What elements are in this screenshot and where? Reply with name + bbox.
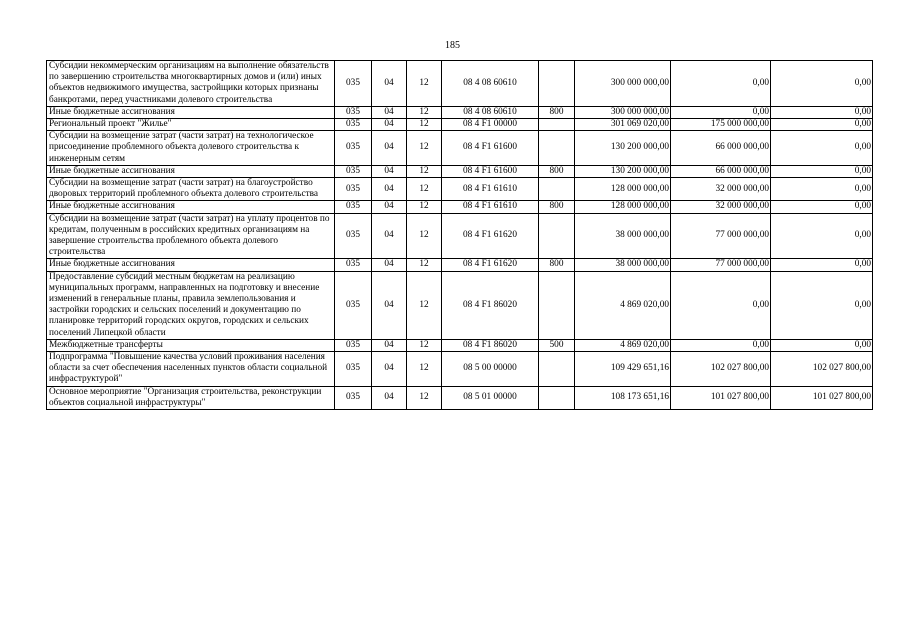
row-target-article: 08 4 F1 61620 [442, 259, 539, 271]
row-admin-code: 035 [335, 352, 372, 387]
budget-table [46, 60, 873, 410]
table-row [47, 352, 873, 387]
row-amount-year3: 0,00 [771, 259, 873, 271]
table-row [47, 106, 873, 118]
row-section: 04 [372, 339, 407, 351]
row-subsection: 12 [407, 259, 442, 271]
row-amount-year2: 101 027 800,00 [671, 386, 771, 409]
row-expense-type [539, 271, 575, 339]
row-section: 04 [372, 386, 407, 409]
row-amount-year1: 4 869 020,00 [575, 271, 671, 339]
row-name: Субсидии на возмещение затрат (части затрат) на уплату процентов по кредитам, полученным в российских кредитных организациям на завершение строительства проблемного объекта долевого строительства [47, 213, 335, 259]
table-row [47, 119, 873, 131]
row-subsection: 12 [407, 119, 442, 131]
row-admin-code: 035 [335, 213, 372, 259]
row-amount-year1: 38 000 000,00 [575, 213, 671, 259]
row-amount-year3: 0,00 [771, 61, 873, 107]
row-target-article: 08 4 F1 61610 [442, 201, 539, 213]
row-subsection: 12 [407, 213, 442, 259]
row-amount-year2: 32 000 000,00 [671, 201, 771, 213]
row-expense-type [539, 386, 575, 409]
row-expense-type: 800 [539, 165, 575, 177]
row-amount-year2: 77 000 000,00 [671, 259, 771, 271]
row-section: 04 [372, 106, 407, 118]
row-target-article: 08 4 08 60610 [442, 106, 539, 118]
row-section: 04 [372, 352, 407, 387]
row-admin-code: 035 [335, 259, 372, 271]
row-expense-type [539, 61, 575, 107]
row-name: Иные бюджетные ассигнования [47, 165, 335, 177]
page-number: 185 [445, 40, 460, 51]
table-row [47, 131, 873, 166]
row-amount-year2: 0,00 [671, 271, 771, 339]
table-body [47, 61, 873, 410]
row-admin-code: 035 [335, 165, 372, 177]
table-row [47, 165, 873, 177]
row-amount-year2: 0,00 [671, 339, 771, 351]
row-target-article: 08 4 F1 61620 [442, 213, 539, 259]
row-name: Иные бюджетные ассигнования [47, 106, 335, 118]
row-expense-type [539, 178, 575, 201]
row-expense-type [539, 213, 575, 259]
row-expense-type: 500 [539, 339, 575, 351]
row-amount-year2: 66 000 000,00 [671, 165, 771, 177]
row-subsection: 12 [407, 201, 442, 213]
row-amount-year1: 300 000 000,00 [575, 61, 671, 107]
row-subsection: 12 [407, 106, 442, 118]
row-name: Субсидии на возмещение затрат (части затрат) на благоустройство дворовых территорий проблемного объекта долевого строительства [47, 178, 335, 201]
row-amount-year3: 0,00 [771, 178, 873, 201]
row-subsection: 12 [407, 339, 442, 351]
row-target-article: 08 4 F1 61600 [442, 165, 539, 177]
row-name: Подпрограмма "Повышение качества условий проживания населения области за счет обеспечения населенных пунктов области социальной инфраструктурой" [47, 352, 335, 387]
row-amount-year3: 0,00 [771, 339, 873, 351]
row-section: 04 [372, 61, 407, 107]
row-name: Основное мероприятие "Организация строительства, реконструкции объектов социальной инфраструктуры" [47, 386, 335, 409]
row-subsection: 12 [407, 131, 442, 166]
row-amount-year1: 128 000 000,00 [575, 178, 671, 201]
table-row [47, 201, 873, 213]
row-expense-type [539, 352, 575, 387]
row-amount-year3: 0,00 [771, 131, 873, 166]
row-expense-type: 800 [539, 259, 575, 271]
row-section: 04 [372, 165, 407, 177]
row-name: Субсидии некоммерческим организациям на выполнение обязательств по завершению строительства многоквартирных домов и (или) иных объектов недвижимого имущества, застройщики которых признаны банкротами, перед участниками долевого строительства [47, 61, 335, 107]
row-expense-type [539, 131, 575, 166]
row-amount-year1: 130 200 000,00 [575, 131, 671, 166]
row-expense-type: 800 [539, 201, 575, 213]
row-target-article: 08 4 F1 86020 [442, 339, 539, 351]
row-target-article: 08 4 F1 61600 [442, 131, 539, 166]
row-amount-year1: 38 000 000,00 [575, 259, 671, 271]
table-row [47, 271, 873, 339]
row-admin-code: 035 [335, 61, 372, 107]
row-amount-year3: 102 027 800,00 [771, 352, 873, 387]
row-amount-year1: 108 173 651,16 [575, 386, 671, 409]
row-subsection: 12 [407, 271, 442, 339]
table-row [47, 259, 873, 271]
row-amount-year2: 102 027 800,00 [671, 352, 771, 387]
row-amount-year2: 66 000 000,00 [671, 131, 771, 166]
row-amount-year1: 128 000 000,00 [575, 201, 671, 213]
row-section: 04 [372, 271, 407, 339]
row-amount-year3: 101 027 800,00 [771, 386, 873, 409]
table-row [47, 213, 873, 259]
row-admin-code: 035 [335, 106, 372, 118]
row-amount-year3: 0,00 [771, 106, 873, 118]
row-admin-code: 035 [335, 131, 372, 166]
row-admin-code: 035 [335, 178, 372, 201]
row-section: 04 [372, 259, 407, 271]
row-admin-code: 035 [335, 386, 372, 409]
row-admin-code: 035 [335, 201, 372, 213]
row-section: 04 [372, 119, 407, 131]
row-name: Региональный проект "Жилье" [47, 119, 335, 131]
row-name: Субсидии на возмещение затрат (части затрат) на технологическое присоединение проблемного объекта долевого строительства к инженерным сетям [47, 131, 335, 166]
row-amount-year1: 130 200 000,00 [575, 165, 671, 177]
table-row [47, 178, 873, 201]
row-admin-code: 035 [335, 271, 372, 339]
table-row [47, 339, 873, 351]
table-row [47, 61, 873, 107]
row-name: Межбюджетные трансферты [47, 339, 335, 351]
row-subsection: 12 [407, 352, 442, 387]
row-name: Иные бюджетные ассигнования [47, 201, 335, 213]
row-target-article: 08 4 08 60610 [442, 61, 539, 107]
row-subsection: 12 [407, 165, 442, 177]
row-expense-type [539, 119, 575, 131]
row-subsection: 12 [407, 386, 442, 409]
row-name: Предоставление субсидий местным бюджетам на реализацию муниципальных программ, направленных на подготовку и внесение изменений в генеральные планы, правила землепользования и застройки городских и сельских поселений и документацию по планировке территорий городских округов, городских и сельских поселений Липецкой области [47, 271, 335, 339]
row-section: 04 [372, 213, 407, 259]
row-amount-year2: 175 000 000,00 [671, 119, 771, 131]
row-amount-year2: 77 000 000,00 [671, 213, 771, 259]
table-row [47, 386, 873, 409]
row-amount-year1: 4 869 020,00 [575, 339, 671, 351]
row-subsection: 12 [407, 178, 442, 201]
row-amount-year2: 0,00 [671, 61, 771, 107]
row-expense-type: 800 [539, 106, 575, 118]
row-subsection: 12 [407, 61, 442, 107]
row-amount-year1: 301 069 020,00 [575, 119, 671, 131]
row-amount-year3: 0,00 [771, 119, 873, 131]
row-target-article: 08 4 F1 00000 [442, 119, 539, 131]
row-target-article: 08 5 00 00000 [442, 352, 539, 387]
row-section: 04 [372, 201, 407, 213]
row-name: Иные бюджетные ассигнования [47, 259, 335, 271]
row-amount-year2: 0,00 [671, 106, 771, 118]
row-target-article: 08 5 01 00000 [442, 386, 539, 409]
row-admin-code: 035 [335, 339, 372, 351]
row-amount-year1: 109 429 651,16 [575, 352, 671, 387]
row-amount-year2: 32 000 000,00 [671, 178, 771, 201]
row-amount-year3: 0,00 [771, 271, 873, 339]
row-target-article: 08 4 F1 61610 [442, 178, 539, 201]
row-amount-year1: 300 000 000,00 [575, 106, 671, 118]
row-amount-year3: 0,00 [771, 213, 873, 259]
row-admin-code: 035 [335, 119, 372, 131]
row-amount-year3: 0,00 [771, 201, 873, 213]
row-section: 04 [372, 178, 407, 201]
row-section: 04 [372, 131, 407, 166]
row-target-article: 08 4 F1 86020 [442, 271, 539, 339]
row-amount-year3: 0,00 [771, 165, 873, 177]
